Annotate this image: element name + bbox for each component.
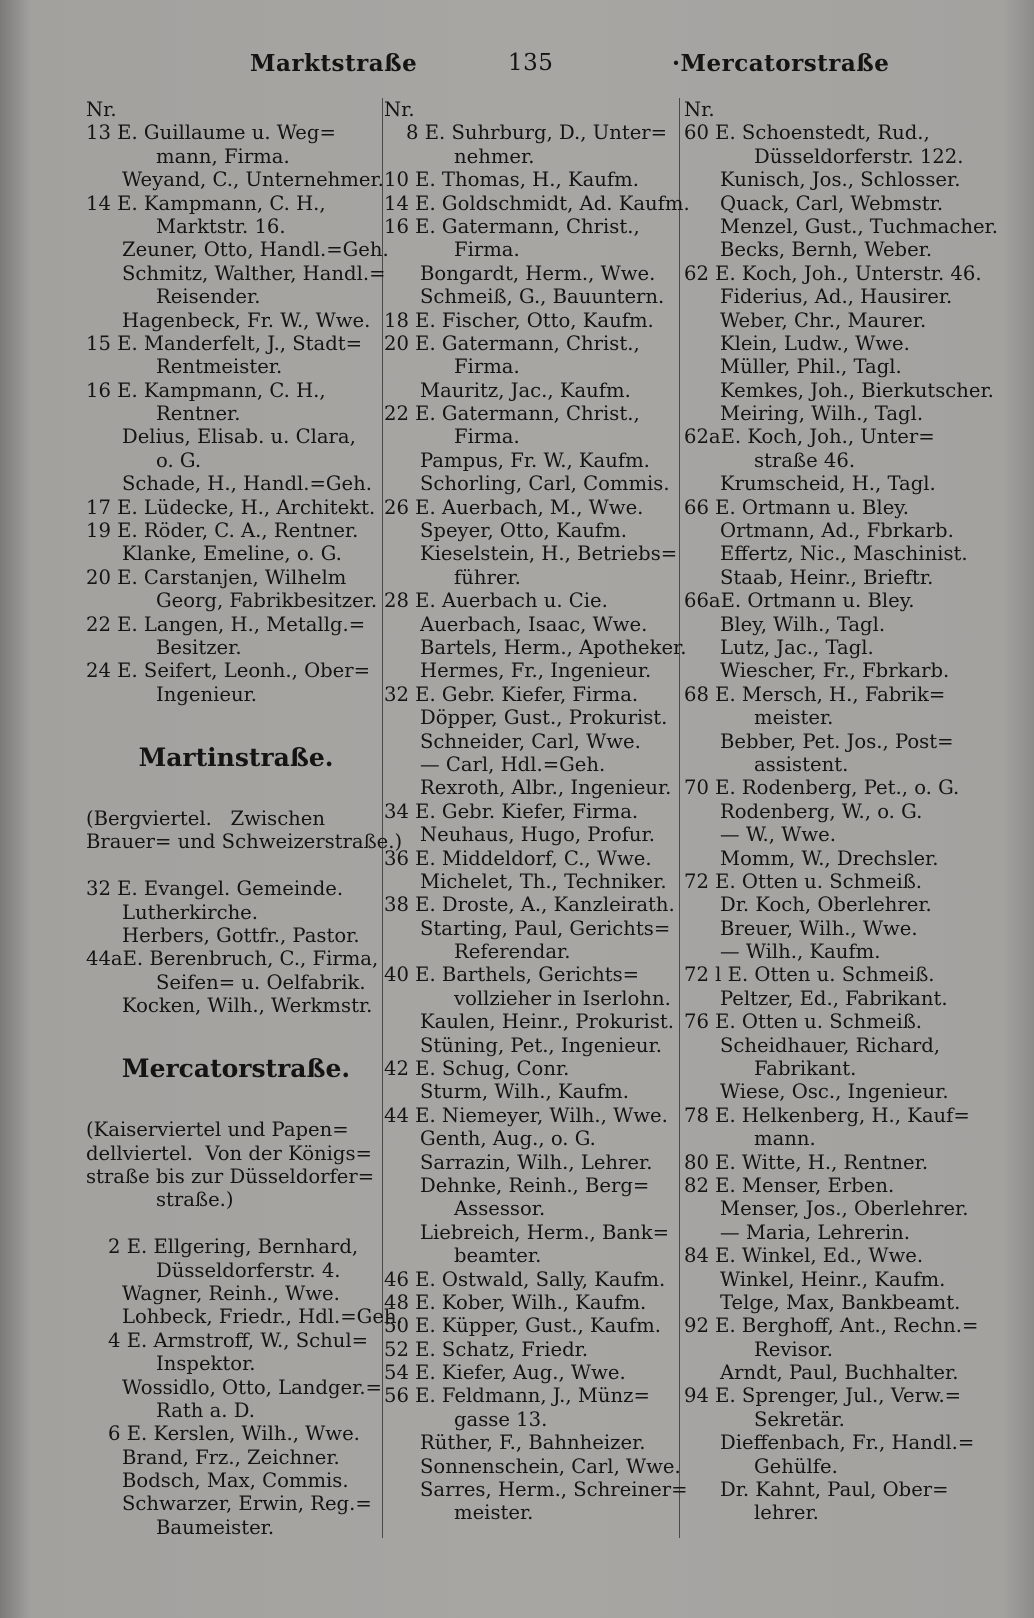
entry-line: 50 E. Küpper, Gust., Kaufm. xyxy=(384,1314,661,1338)
entry-line: o. G. xyxy=(156,448,202,472)
entry-line: Pampus, Fr. W., Kaufm. xyxy=(420,448,650,472)
entry-line: Firma. xyxy=(454,238,520,262)
entry-line: Düsseldorferstr. 4. xyxy=(156,1258,341,1282)
entry-line: 17 E. Lüdecke, H., Architekt. xyxy=(86,495,376,519)
entry-line: Gehülfe. xyxy=(754,1454,838,1478)
entry-line: Lutz, Jac., Tagl. xyxy=(720,635,874,659)
entry-line: Speyer, Otto, Kaufm. xyxy=(420,519,627,543)
entry-line: 60 E. Schoenstedt, Rud., xyxy=(684,121,930,145)
entry-line: Sonnenschein, Carl, Wwe. xyxy=(420,1454,681,1478)
entry-line: nehmer. xyxy=(454,144,535,168)
entry-line: straße.) xyxy=(156,1188,234,1212)
entry-line: Arndt, Paul, Buchhalter. xyxy=(720,1361,959,1385)
entry-line: 72 l E. Otten u. Schmeiß. xyxy=(684,963,935,987)
entry-line: Müller, Phil., Tagl. xyxy=(720,355,902,379)
entry-line: 72 E. Otten u. Schmeiß. xyxy=(684,869,923,893)
entry-line: Delius, Elisab. u. Clara, xyxy=(122,425,356,449)
column-1 xyxy=(86,98,403,1539)
entry-line: straße 46. xyxy=(754,448,856,472)
entry-line: Winkel, Heinr., Kaufm. xyxy=(720,1267,946,1291)
entry-line: 48 E. Kober, Wilh., Kaufm. xyxy=(384,1290,647,1314)
entry-line: mann. xyxy=(754,1127,816,1151)
entry-line: Klein, Ludw., Wwe. xyxy=(720,331,910,355)
section-heading: Mercatorstraße. xyxy=(121,1053,351,1083)
entry-line: Ingenieur. xyxy=(156,682,258,706)
entry-line: Dehnke, Reinh., Berg= xyxy=(420,1173,650,1197)
entry-line: Telge, Max, Bankbeamt. xyxy=(720,1290,961,1314)
entry-line: Rodenberg, W., o. G. xyxy=(720,799,923,823)
entry-line: — W., Wwe. xyxy=(720,823,836,847)
entry-line: 6 E. Kerslen, Wilh., Wwe. xyxy=(108,1422,360,1446)
entry-line: 34 E. Gebr. Kiefer, Firma. xyxy=(384,799,639,823)
entry-line: Schwarzer, Erwin, Reg.= xyxy=(122,1492,372,1516)
entry-line: Fiderius, Ad., Hausirer. xyxy=(720,285,953,309)
entry-line: 84 E. Winkel, Ed., Wwe. xyxy=(684,1244,924,1268)
entry-line: Düsseldorferstr. 122. xyxy=(754,144,964,168)
entry-line: Bartels, Herm., Apotheker. xyxy=(420,635,687,659)
entry-line: 22 E. Langen, H., Metallg.= xyxy=(86,612,366,636)
entry-line: 13 E. Guillaume u. Weg= xyxy=(86,121,336,145)
entry-line: meister. xyxy=(454,1501,534,1525)
entry-line: Nr. xyxy=(384,98,415,121)
entry-line: 44 E. Niemeyer, Wilh., Wwe. xyxy=(384,1103,668,1127)
entry-line: führer. xyxy=(454,565,521,589)
entry-line: Auerbach, Isaac, Wwe. xyxy=(420,612,648,636)
entry-line: Wiescher, Fr., Fbrkarb. xyxy=(720,659,950,683)
entry-line: Staab, Heinr., Brieftr. xyxy=(720,565,934,589)
entry-line: Kemkes, Joh., Bierkutscher. xyxy=(720,378,994,402)
entry-line: 32 E. Evangel. Gemeinde. xyxy=(86,877,344,901)
entry-line: Effertz, Nic., Maschinist. xyxy=(720,542,968,566)
entry-line: 80 E. Witte, H., Rentner. xyxy=(684,1150,929,1174)
entry-line: (Kaiserviertel und Papen= xyxy=(86,1118,349,1142)
entry-line: Baumeister. xyxy=(156,1515,275,1539)
entry-line: gasse 13. xyxy=(454,1407,548,1431)
spacer xyxy=(86,784,386,807)
entry-line: 14 E. Kampmann, C. H., xyxy=(86,191,326,215)
entry-line: Schneider, Carl, Wwe. xyxy=(420,729,641,753)
entry-line: 66aE. Ortmann u. Bley. xyxy=(684,589,915,613)
entry-line: Bongardt, Herm., Wwe. xyxy=(420,261,656,285)
entry-line: 20 E. Gatermann, Christ., xyxy=(384,331,640,355)
entry-line: Rexroth, Albr., Ingenieur. xyxy=(420,776,672,800)
spacer xyxy=(86,854,386,877)
entry-line: Klanke, Emeline, o. G. xyxy=(122,542,342,566)
entry-line: Peltzer, Ed., Fabrikant. xyxy=(720,986,948,1010)
entry-line: 24 E. Seifert, Leonh., Ober= xyxy=(86,659,371,683)
entry-line: 62aE. Koch, Joh., Unter= xyxy=(684,425,935,449)
header-right-street: ·Mercatorstraße xyxy=(672,50,890,77)
spacer xyxy=(86,1017,386,1040)
entry-line: Fabrikant. xyxy=(754,1057,857,1081)
entry-line: Marktstr. 16. xyxy=(156,214,286,238)
entry-line: Nr. xyxy=(86,98,117,121)
entry-line: 44aE. Berenbruch, C., Firma, xyxy=(86,947,379,971)
entry-line: 62 E. Koch, Joh., Unterstr. 46. xyxy=(684,261,982,285)
entry-line: 16 E. Kampmann, C. H., xyxy=(86,378,326,402)
entry-line: Schmeiß, G., Bauuntern. xyxy=(420,285,665,309)
entry-line: 42 E. Schug, Conr. xyxy=(384,1057,570,1081)
entry-line: Rath a. D. xyxy=(156,1398,255,1422)
column-3 xyxy=(684,98,996,1525)
entry-line: 54 E. Kiefer, Aug., Wwe. xyxy=(384,1361,626,1385)
entry-line: Referendar. xyxy=(454,940,571,964)
entry-line: — Carl, Hdl.=Geh. xyxy=(420,752,606,776)
entry-line: Schmitz, Walther, Handl.= xyxy=(122,261,386,285)
entry-line: Schorling, Carl, Commis. xyxy=(420,472,670,496)
entry-line: Weyand, C., Unternehmer. xyxy=(122,168,384,192)
entry-line: Wagner, Reinh., Wwe. xyxy=(122,1281,340,1305)
entry-line: Meiring, Wilh., Tagl. xyxy=(720,402,924,426)
entry-line: 16 E. Gatermann, Christ., xyxy=(384,214,640,238)
entry-line: 78 E. Helkenberg, H., Kauf= xyxy=(684,1103,970,1127)
entry-line: Nr. xyxy=(684,98,715,121)
entry-line: Georg, Fabrikbesitzer. xyxy=(156,589,378,613)
entry-line: Genth, Aug., o. G. xyxy=(420,1127,596,1151)
entry-line: beamter. xyxy=(454,1244,542,1268)
entry-line: 66 E. Ortmann u. Bley. xyxy=(684,495,909,519)
entry-line: 94 E. Sprenger, Jul., Verw.= xyxy=(684,1384,962,1408)
entry-line: 40 E. Barthels, Gerichts= xyxy=(384,963,640,987)
entry-line: Revisor. xyxy=(754,1337,833,1361)
entry-line: Döpper, Gust., Prokurist. xyxy=(420,706,668,730)
entry-line: Schade, H., Handl.=Geh. xyxy=(122,472,373,496)
entry-line: 36 E. Middeldorf, C., Wwe. xyxy=(384,846,652,870)
entry-line: Hagenbeck, Fr. W., Wwe. xyxy=(122,308,371,332)
entry-line: Sturm, Wilh., Kaufm. xyxy=(420,1080,629,1104)
entry-line: Firma. xyxy=(454,355,520,379)
entry-line: Ortmann, Ad., Fbrkarb. xyxy=(720,519,954,543)
entry-line: Menzel, Gust., Tuchmacher. xyxy=(720,214,998,238)
entry-line: 8 E. Suhrburg, D., Unter= xyxy=(406,121,668,145)
entry-line: Rentner. xyxy=(156,402,241,426)
entry-line: Momm, W., Drechsler. xyxy=(720,846,939,870)
entry-line: Seifen= u. Oelfabrik. xyxy=(156,970,366,994)
entry-line: Bodsch, Max, Commis. xyxy=(122,1469,349,1493)
entry-line: Dr. Kahnt, Paul, Ober= xyxy=(720,1478,949,1502)
entry-line: mann, Firma. xyxy=(156,144,290,168)
entry-line: Scheidhauer, Richard, xyxy=(720,1033,941,1057)
entry-line: Rentmeister. xyxy=(156,355,283,379)
entry-line: Michelet, Th., Techniker. xyxy=(420,869,667,893)
entry-line: Quack, Carl, Webmstr. xyxy=(720,191,944,215)
spacer xyxy=(86,1212,386,1235)
entry-line: 4 E. Armstroff, W., Schul= xyxy=(108,1328,369,1352)
entry-line: Menser, Jos., Oberlehrer. xyxy=(720,1197,969,1221)
entry-line: 15 E. Manderfelt, J., Stadt= xyxy=(86,331,363,355)
entry-line: Kunisch, Jos., Schlosser. xyxy=(720,168,961,192)
section-heading: Martinstraße. xyxy=(138,742,334,772)
spacer xyxy=(86,706,386,729)
entry-line: Bebber, Pet. Jos., Post= xyxy=(720,729,954,753)
entry-line: 18 E. Fischer, Otto, Kaufm. xyxy=(384,308,654,332)
entry-line: 28 E. Auerbach u. Cie. xyxy=(384,589,608,613)
entry-line: Becks, Bernh, Weber. xyxy=(720,238,933,262)
entry-line: dellviertel. Von der Königs= xyxy=(86,1141,372,1165)
entry-line: Herbers, Gottfr., Pastor. xyxy=(122,923,360,947)
entry-line: Starting, Paul, Gerichts= xyxy=(420,916,671,940)
entry-line: Dr. Koch, Oberlehrer. xyxy=(720,893,932,917)
entry-line: 68 E. Mersch, H., Fabrik= xyxy=(684,682,946,706)
entry-line: Besitzer. xyxy=(156,635,242,659)
entry-line: 14 E. Goldschmidt, Ad. Kaufm. xyxy=(384,191,690,215)
entry-line: Lohbeck, Friedr., Hdl.=Geh. xyxy=(122,1305,403,1329)
entry-line: Bley, Wilh., Tagl. xyxy=(720,612,886,636)
entry-line: Krumscheid, H., Tagl. xyxy=(720,472,936,496)
entry-line: — Maria, Lehrerin. xyxy=(720,1220,911,1244)
entry-line: 20 E. Carstanjen, Wilhelm xyxy=(86,565,347,589)
entry-line: Hermes, Fr., Ingenieur. xyxy=(420,659,652,683)
entry-line: 10 E. Thomas, H., Kaufm. xyxy=(384,168,639,192)
entry-line: Sarrazin, Wilh., Lehrer. xyxy=(420,1150,653,1174)
entry-line: Kaulen, Heinr., Prokurist. xyxy=(420,1010,674,1034)
column-2 xyxy=(384,98,690,1525)
entry-line: 70 E. Rodenberg, Pet., o. G. xyxy=(684,776,960,800)
entry-line: Wiese, Osc., Ingenieur. xyxy=(720,1080,949,1104)
page-number: 135 xyxy=(508,50,554,76)
entry-line: vollzieher in Iserlohn. xyxy=(454,986,671,1010)
entry-line: 38 E. Droste, A., Kanzleirath. xyxy=(384,893,675,917)
entry-line: 76 E. Otten u. Schmeiß. xyxy=(684,1010,923,1034)
entry-line: Rüther, F., Bahnheizer. xyxy=(420,1431,646,1455)
spacer xyxy=(86,1095,386,1118)
entry-line: Breuer, Wilh., Wwe. xyxy=(720,916,918,940)
entry-line: — Wilh., Kaufm. xyxy=(720,940,881,964)
entry-line: 82 E. Menser, Erben. xyxy=(684,1173,895,1197)
running-head xyxy=(0,50,1034,86)
header-left-street: Marktstraße xyxy=(250,50,418,77)
entry-line: Brauer= und Schweizerstraße.) xyxy=(86,830,403,854)
entry-line: 92 E. Berghoff, Ant., Rechn.= xyxy=(684,1314,979,1338)
entry-line: lehrer. xyxy=(754,1501,819,1525)
entry-line: Assessor. xyxy=(454,1197,546,1221)
entry-line: (Bergviertel. Zwischen xyxy=(86,806,326,830)
entry-line: Lutherkirche. xyxy=(122,900,259,924)
entry-line: 26 E. Auerbach, M., Wwe. xyxy=(384,495,644,519)
entry-line: Firma. xyxy=(454,425,520,449)
entry-line: Wossidlo, Otto, Landger.= xyxy=(122,1375,382,1399)
entry-line: 52 E. Schatz, Friedr. xyxy=(384,1337,589,1361)
entry-line: 2 E. Ellgering, Bernhard, xyxy=(108,1235,359,1259)
entry-line: Sekretär. xyxy=(754,1407,845,1431)
entry-line: 46 E. Ostwald, Sally, Kaufm. xyxy=(384,1267,666,1291)
entry-line: 22 E. Gatermann, Christ., xyxy=(384,402,640,426)
entry-line: Dieffenbach, Fr., Handl.= xyxy=(720,1431,975,1455)
entry-line: 56 E. Feldmann, J., Münz= xyxy=(384,1384,650,1408)
entry-line: Inspektor. xyxy=(156,1352,256,1376)
entry-line: Kieselstein, H., Betriebs= xyxy=(420,542,678,566)
entry-line: Mauritz, Jac., Kaufm. xyxy=(420,378,631,402)
entry-line: Brand, Frz., Zeichner. xyxy=(122,1445,340,1469)
entry-line: Stüning, Pet., Ingenieur. xyxy=(420,1033,662,1057)
entry-line: Liebreich, Herm., Bank= xyxy=(420,1220,669,1244)
entry-line: Sarres, Herm., Schreiner= xyxy=(420,1478,688,1502)
entry-line: 19 E. Röder, C. A., Rentner. xyxy=(86,519,359,543)
entry-line: assistent. xyxy=(754,752,849,776)
entry-line: 32 E. Gebr. Kiefer, Firma. xyxy=(384,682,639,706)
entry-line: meister. xyxy=(754,706,834,730)
entry-line: Weber, Chr., Maurer. xyxy=(720,308,927,332)
entry-line: Zeuner, Otto, Handl.=Geh. xyxy=(122,238,389,262)
entry-line: Reisender. xyxy=(156,285,261,309)
entry-line: Neuhaus, Hugo, Profur. xyxy=(420,823,655,847)
entry-line: Kocken, Wilh., Werkmstr. xyxy=(122,994,373,1018)
entry-line: straße bis zur Düsseldorfer= xyxy=(86,1165,375,1189)
